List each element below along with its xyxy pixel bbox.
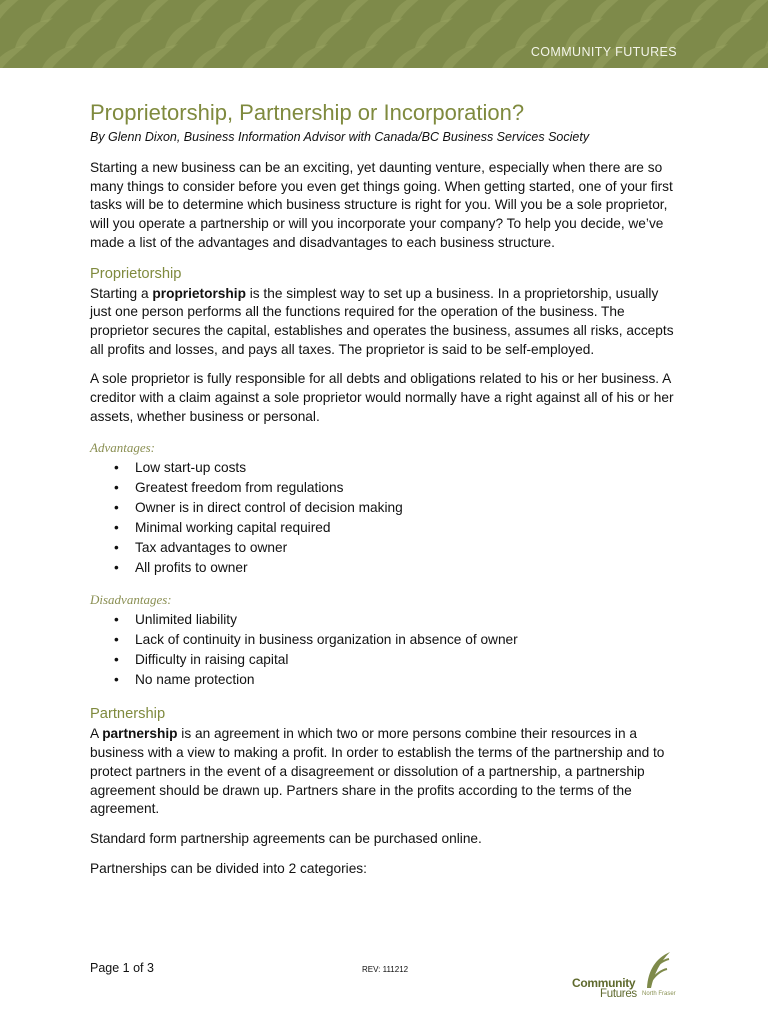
document-body [90, 98, 680, 889]
partnership-p1-rest: is an agreement in which two or more persons combine their resources in a business with a view to making a profit. In order to establish the terms of the partnership and to protect partners in the event of a disagreement or dissolution of a partnership, a partnership agreement should be drawn up. Partners share in the profits according to the terms of the agreement. [90, 726, 665, 817]
advantages-text: Minimal working capital required [135, 520, 331, 536]
bullet-icon: • [114, 500, 119, 516]
bullet-icon: • [114, 612, 119, 628]
advantages-item [114, 538, 680, 558]
logo-line-community: Community [572, 976, 636, 990]
disadvantages-item [114, 650, 680, 670]
document-title: Proprietorship, Partnership or Incorporation? [90, 100, 525, 125]
intro-paragraph: Starting a new business can be an exciting, yet daunting venture, especially when there are so many things to consider before you even get things going. When getting started, one of your first tasks will be to determine which business structure is right for you. Will you be a sole proprietor, will you operate a partnership or will you incorporate your company? To help you decide, we’ve made a list of the advantages and disadvantages to each business structure. [90, 160, 673, 250]
advantages-item [114, 518, 680, 538]
proprietorship-paragraph-2: A sole proprietor is fully responsible for all debts and obligations related to his or her business. A creditor with a claim against a sole proprietor would normally have a right against all of his or her assets, whether business or personal. [90, 371, 674, 424]
partnership-paragraph-2: Standard form partnership agreements can be purchased online. [90, 830, 482, 846]
disadvantages-list [90, 610, 680, 690]
advantages-text: Owner is in direct control of decision making [135, 500, 403, 516]
proprietorship-p1-lead: Starting a [90, 285, 153, 301]
partnership-p1-lead: A [90, 726, 103, 742]
community-futures-logo [572, 950, 682, 1002]
leaf-logo-icon [642, 950, 672, 990]
advantages-item [114, 558, 680, 578]
bullet-icon: • [114, 460, 119, 476]
advantages-item [114, 498, 680, 518]
advantages-text: Tax advantages to owner [135, 540, 288, 556]
page-number: Page 1 of 3 [90, 961, 154, 975]
partnership-paragraph-3: Partnerships can be divided into 2 categories: [90, 860, 367, 876]
advantages-text: All profits to owner [135, 560, 248, 576]
disadvantages-text: Unlimited liability [135, 612, 237, 628]
disadvantages-item [114, 610, 680, 630]
logo-line-region: North Fraser [642, 991, 676, 997]
logo-line-futures: Futures [600, 988, 637, 1000]
proprietorship-term: proprietorship [152, 285, 246, 301]
advantages-item [114, 478, 680, 498]
partnership-paragraph-1 [90, 725, 680, 819]
advantages-text: Greatest freedom from regulations [135, 480, 344, 496]
proprietorship-p1-rest: is the simplest way to set up a business. In a proprietorship, usually just one person performs all the functions required for the operation of the business. The proprietor secures the capital, establishes and operates the business, assumes all risks, accepts all profits and losses, and pays all taxes. The proprietor is said to be self-employed. [90, 285, 674, 357]
bullet-icon: • [114, 480, 119, 496]
disadvantages-text: Lack of continuity in business organization in absence of owner [135, 632, 518, 648]
advantages-item [114, 458, 680, 478]
bullet-icon: • [114, 672, 119, 688]
byline: By Glenn Dixon, Business Information Advisor with Canada/BC Business Services Society [90, 130, 590, 144]
partnership-term: partnership [102, 726, 178, 742]
advantages-label: Advantages: [90, 440, 155, 456]
advantages-text: Low start-up costs [135, 460, 247, 476]
section-heading-proprietorship: Proprietorship [90, 265, 182, 282]
disadvantages-item [114, 670, 680, 690]
advantages-list [90, 458, 680, 578]
disadvantages-label: Disadvantages: [90, 592, 172, 608]
bullet-icon: • [114, 560, 119, 576]
revision-label: REV: 111212 [362, 965, 409, 974]
proprietorship-paragraph-1 [90, 285, 680, 360]
disadvantages-item [114, 630, 680, 650]
disadvantages-text: Difficulty in raising capital [135, 652, 289, 668]
bullet-icon: • [114, 632, 119, 648]
bullet-icon: • [114, 540, 119, 556]
bullet-icon: • [114, 652, 119, 668]
disadvantages-text: No name protection [135, 672, 255, 688]
bullet-icon: • [114, 520, 119, 536]
header-banner [0, 0, 768, 68]
section-heading-partnership: Partnership [90, 706, 166, 723]
banner-label: COMMUNITY FUTURES [530, 45, 677, 59]
